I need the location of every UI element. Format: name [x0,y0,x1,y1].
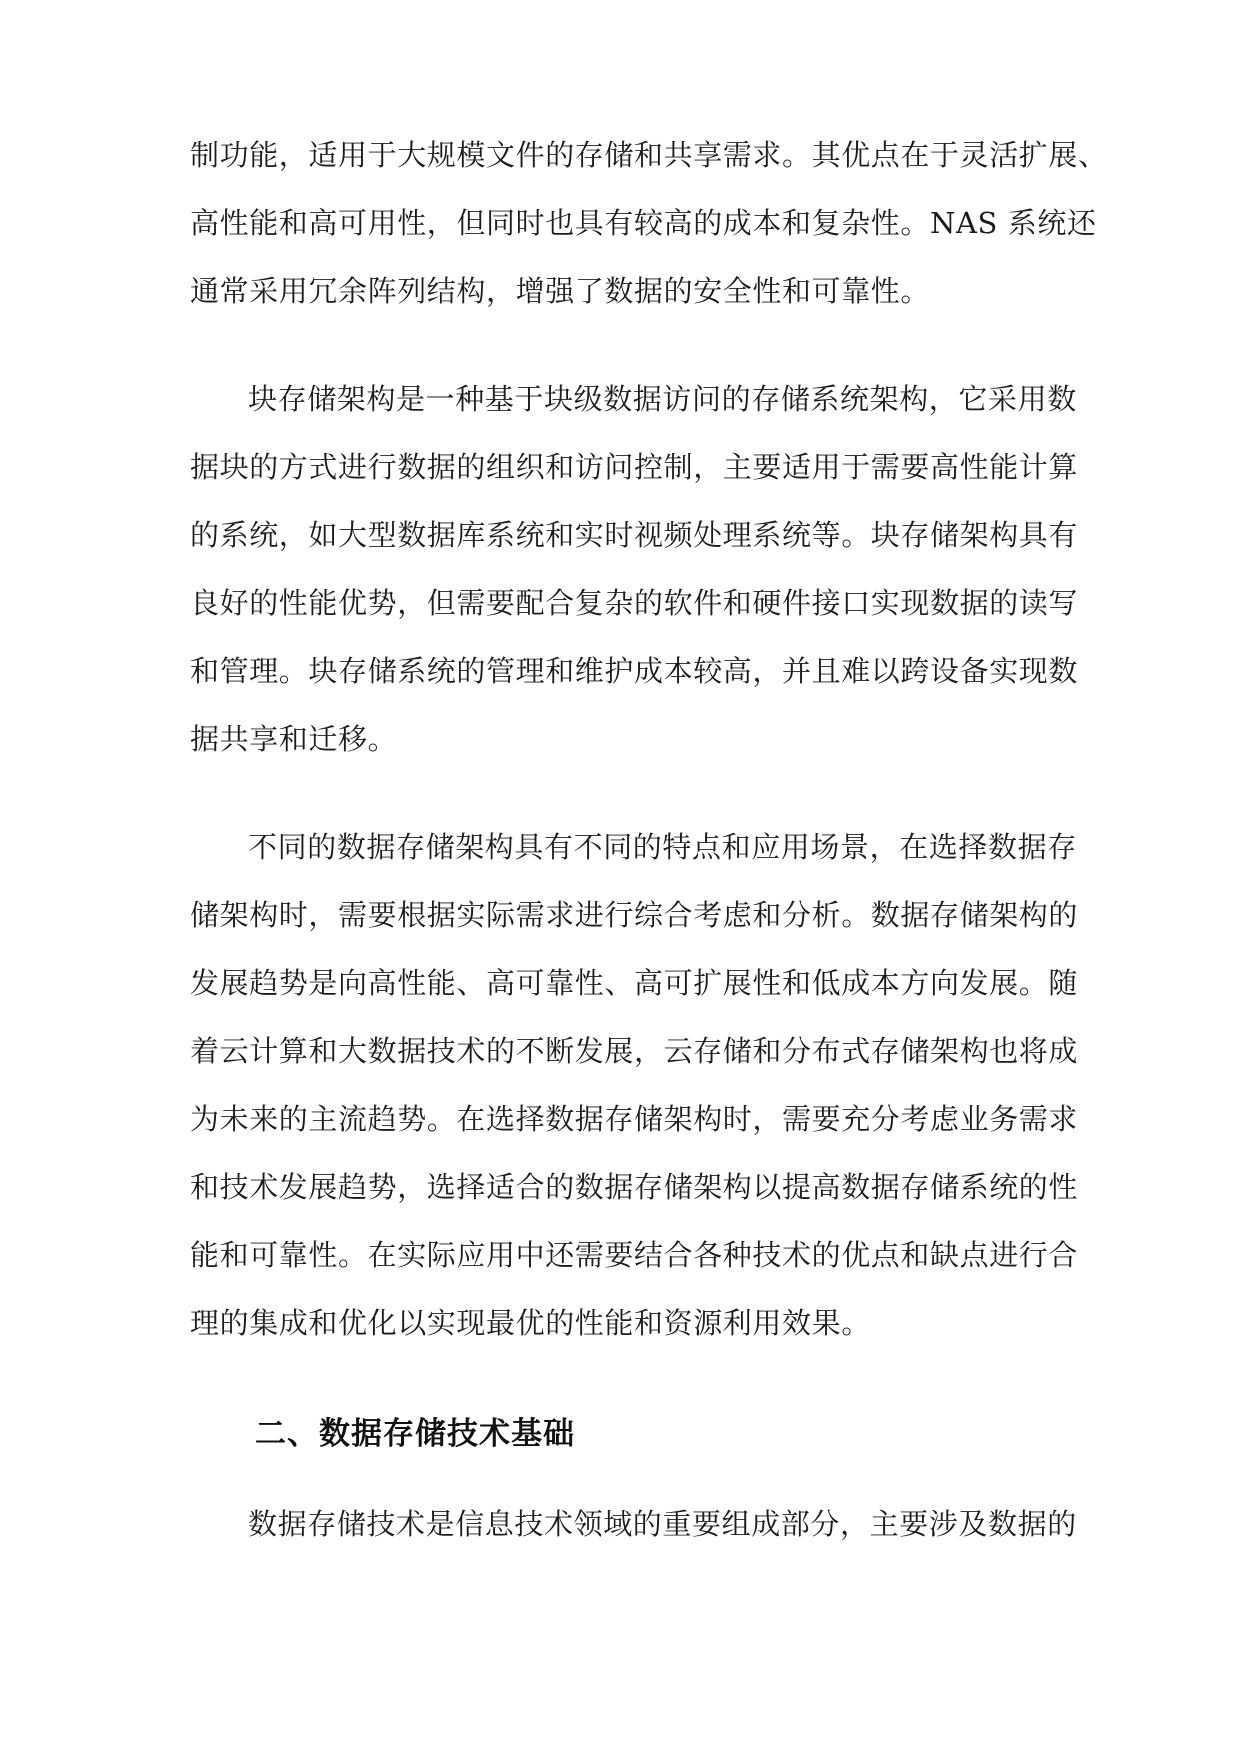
text-line: 和技术发展趋势，选择适合的数据存储架构以提高数据存储系统的性 [190,1170,1079,1204]
text-line: 高性能和高可用性，但同时也具有较高的成本和复杂性。NAS 系统还 [190,206,1097,240]
text-line: 通常采用冗余阵列结构，增强了数据的安全性和可靠性。 [190,274,931,308]
text-line: 储架构时，需要根据实际需求进行综合考虑和分析。数据存储架构的 [190,898,1079,932]
text-line: 和管理。块存储系统的管理和维护成本较高，并且难以跨设备实现数 [190,654,1079,688]
text-line: 不同的数据存储架构具有不同的特点和应用场景，在选择数据存 [248,830,1077,864]
text-line: 能和可靠性。在实际应用中还需要结合各种技术的优点和缺点进行合 [190,1238,1079,1272]
text-line: 良好的性能优势，但需要配合复杂的软件和硬件接口实现数据的读写 [190,586,1079,620]
text-line: 据块的方式进行数据的组织和访问控制，主要适用于需要高性能计算 [190,450,1079,484]
text-line: 制功能，适用于大规模文件的存储和共享需求。其优点在于灵活扩展、 [190,138,1108,172]
text-line: 着云计算和大数据技术的不断发展，云存储和分布式存储架构也将成 [190,1034,1079,1068]
text-line: 的系统，如大型数据库系统和实时视频处理系统等。块存储架构具有 [190,518,1079,552]
text-line: 为未来的主流趋势。在选择数据存储架构时，需要充分考虑业务需求 [190,1102,1079,1136]
text-line: 理的集成和优化以实现最优的性能和资源利用效果。 [190,1306,871,1340]
text-line: 块存储架构是一种基于块级数据访问的存储系统架构，它采用数 [248,382,1077,416]
text-line: 数据存储技术是信息技术领域的重要组成部分，主要涉及数据的 [248,1507,1077,1541]
section-heading: 二、数据存储技术基础 [255,1416,575,1452]
text-line: 据共享和迁移。 [190,722,398,756]
text-line: 发展趋势是向高性能、高可靠性、高可扩展性和低成本方向发展。随 [190,966,1079,1000]
